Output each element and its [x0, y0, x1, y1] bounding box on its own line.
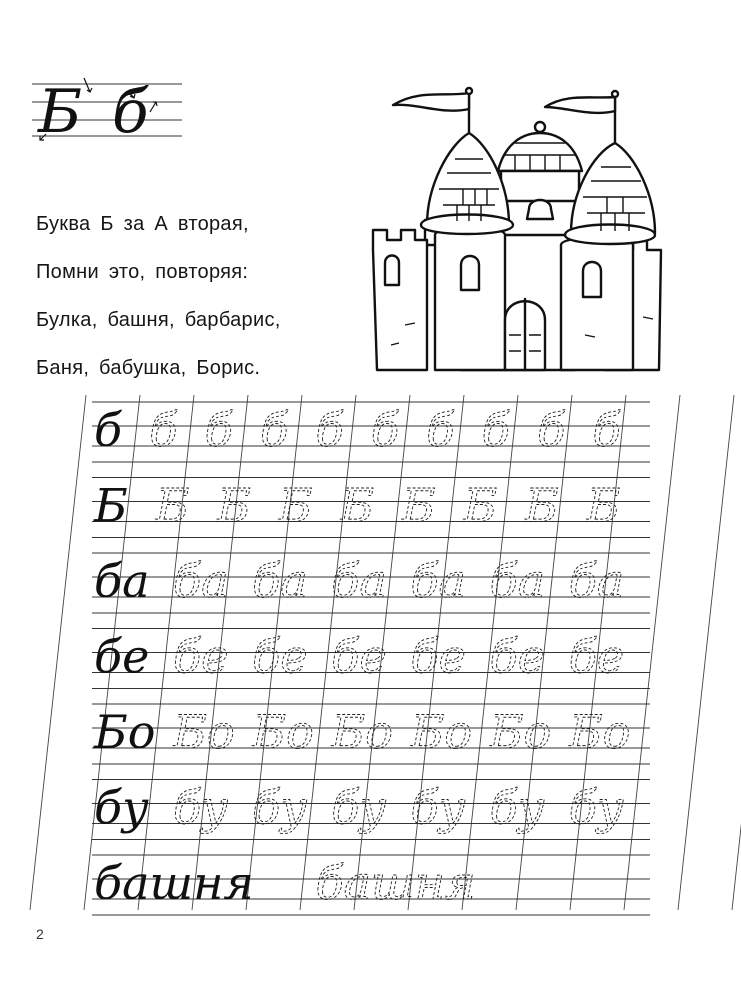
- exercise-row: [92, 629, 650, 689]
- sample-letters: б: [94, 403, 123, 457]
- trace-letters: Бо: [568, 705, 631, 759]
- sample-letters: бе: [94, 629, 150, 684]
- trace-letters: ба: [410, 554, 467, 608]
- trace-letters: бу: [331, 780, 387, 835]
- trace-letters: бе: [252, 629, 308, 684]
- exercise-row: [92, 704, 650, 764]
- trace-letters: б: [315, 403, 344, 457]
- sample-letters: ба: [94, 554, 150, 608]
- trace-letters: Б: [155, 478, 190, 533]
- exercise-row: [92, 553, 650, 613]
- trace-letters: б: [537, 403, 566, 457]
- trace-letters: Бо: [410, 705, 473, 759]
- trace-letters: бу: [489, 780, 545, 835]
- trace-letters: Бо: [252, 705, 314, 759]
- trace-letters: Б: [340, 478, 375, 533]
- trace-letters: б: [204, 403, 233, 457]
- sample-letters: Б: [94, 478, 128, 533]
- trace-letters: ба: [568, 554, 625, 608]
- trace-letters: бу: [410, 780, 466, 835]
- exercise-row: [92, 855, 650, 915]
- poem-line: Помни это, повторяя:: [36, 261, 249, 283]
- trace-letters: бе: [410, 629, 466, 684]
- specimen-small-letter: б: [112, 77, 149, 147]
- trace-letters: башня: [315, 856, 476, 910]
- trace-letters: бу: [173, 780, 228, 835]
- specimen-capital-letter: Б: [38, 77, 83, 147]
- trace-letters: бу: [252, 780, 308, 835]
- poem-line: Баня, бабушка, Борис.: [36, 357, 261, 379]
- trace-letters: б: [371, 403, 400, 457]
- trace-letters: б: [592, 403, 621, 457]
- trace-letters: Бо: [173, 705, 235, 759]
- sample-letters: башня: [94, 856, 254, 910]
- trace-letters: бе: [568, 629, 625, 684]
- trace-letters: Б: [401, 478, 436, 533]
- trace-letters: бе: [489, 629, 546, 684]
- sample-letters: Бо: [94, 705, 156, 759]
- trace-letters: ба: [252, 554, 308, 608]
- sample-letters: бу: [94, 780, 149, 835]
- trace-letters: б: [481, 403, 510, 457]
- exercise-row: [92, 478, 650, 538]
- poem-line: Булка, башня, барбарис,: [36, 309, 281, 331]
- trace-letters: Б: [586, 478, 621, 533]
- trace-letters: Бо: [489, 705, 552, 759]
- trace-letters: бу: [568, 780, 624, 835]
- trace-letters: ба: [331, 554, 387, 608]
- trace-letters: Бо: [331, 705, 393, 759]
- exercise-row: [92, 402, 650, 462]
- trace-letters: б: [426, 403, 455, 457]
- trace-letters: Б: [524, 478, 559, 533]
- trace-letters: ба: [489, 554, 546, 608]
- trace-letters: Б: [217, 478, 251, 533]
- exercise-row: [92, 780, 650, 840]
- page-number: 2: [36, 926, 44, 942]
- poem-line: Буква Б за А вторая,: [36, 213, 249, 235]
- trace-letters: бе: [173, 629, 229, 684]
- trace-letters: ба: [173, 554, 229, 608]
- trace-letters: б: [149, 403, 178, 457]
- trace-letters: бе: [331, 629, 387, 684]
- trace-letters: Б: [278, 478, 313, 533]
- trace-letters: Б: [463, 478, 498, 533]
- trace-letters: б: [260, 403, 289, 457]
